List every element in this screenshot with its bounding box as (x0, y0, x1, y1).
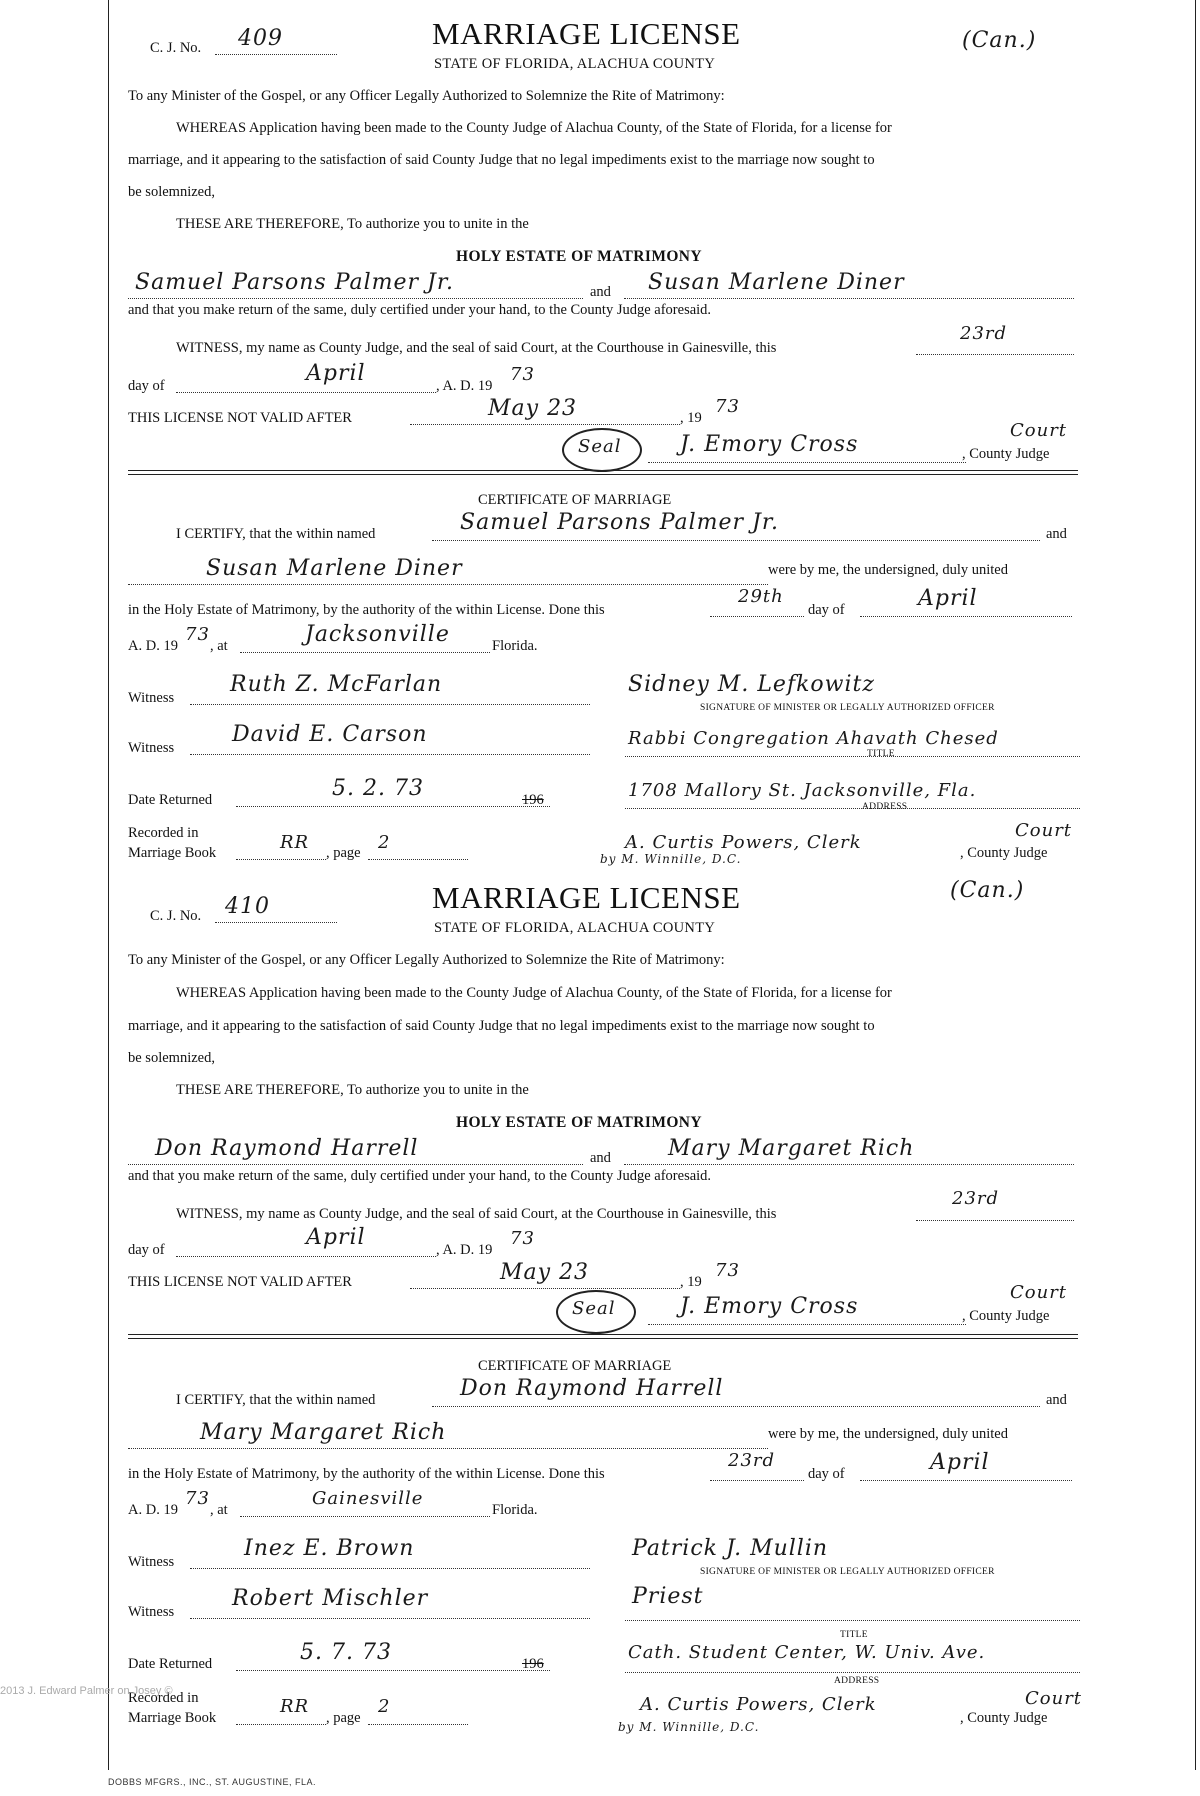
at-label: , at (210, 638, 228, 654)
witness2-label: Witness (128, 1604, 175, 1620)
witness1-signature: Ruth Z. McFarlan (230, 672, 443, 697)
officer-caption: SIGNATURE OF MINISTER OR LEGALLY AUTHORIZED OFFICER (700, 703, 995, 713)
witness2-label: Witness (128, 740, 175, 756)
cert-day-of: day of (808, 602, 845, 618)
title-caption: TITLE (840, 1630, 868, 1640)
groom-name: Don Raymond Harrell (155, 1136, 419, 1161)
officer-address: 1708 Mallory St. Jacksonville, Fla. (628, 780, 977, 801)
witness-year: 73 (510, 1228, 535, 1249)
judge-correction: Court (1010, 420, 1068, 441)
not-valid-label: THIS LICENSE NOT VALID AFTER (128, 1274, 352, 1290)
ad-label: , A. D. 19 (436, 1242, 493, 1258)
cj-number: 409 (238, 26, 283, 51)
done-place: Gainesville (312, 1488, 424, 1509)
whereas-line-3: be solemnized, (128, 1050, 215, 1066)
recorded-in-label: Recorded in (128, 1690, 199, 1706)
florida-label: Florida. (492, 1502, 538, 1518)
license-subtitle: STATE OF FLORIDA, ALACHUA COUNTY (434, 920, 716, 936)
not-valid-year: 73 (715, 1260, 740, 1281)
clerk-signature: A. Curtis Powers, Clerk (625, 832, 862, 853)
certify-label: I CERTIFY, that the within named (176, 526, 376, 542)
florida-label: Florida. (492, 638, 538, 654)
ad-label-2: A. D. 19 (128, 1502, 178, 1518)
witness1-label: Witness (128, 1554, 175, 1570)
whereas-line-3: be solemnized, (128, 184, 215, 200)
not-valid-date: May 23 (488, 396, 578, 421)
book-number: RR (280, 832, 310, 853)
witness2-signature: David E. Carson (232, 722, 428, 747)
whereas-line-1: WHEREAS Application having been made to the County Judge of Alachua County, of the State of Florida, for a license for (176, 120, 892, 136)
not-valid-date: May 23 (500, 1260, 590, 1285)
address-line: To any Minister of the Gospel, or any Officer Legally Authorized to Solemnize the Rite of Matrimony: (128, 88, 725, 104)
ad-label: , A. D. 19 (436, 378, 493, 394)
clerk-deputy: by M. Winnille, D.C. (618, 1720, 760, 1734)
recorded-in-label: Recorded in (128, 825, 199, 841)
cert-day-of: day of (808, 1466, 845, 1482)
not-valid-19: , 19 (680, 410, 702, 426)
done-year: 73 (185, 624, 210, 645)
cert-groom: Don Raymond Harrell (460, 1376, 724, 1401)
holy-estate-line: in the Holy Estate of Matrimony, by the authority of the within License. Done this (128, 1466, 605, 1482)
address-line: To any Minister of the Gospel, or any Officer Legally Authorized to Solemnize the Rite of Matrimony: (128, 952, 725, 968)
bride-name: Susan Marlene Diner (648, 270, 905, 295)
clerk-signature: A. Curtis Powers, Clerk (640, 1694, 877, 1715)
holy-estate-heading: HOLY ESTATE OF MATRIMONY (456, 248, 702, 265)
cert-and: and (1046, 1392, 1067, 1408)
whereas-line-1: WHEREAS Application having been made to the County Judge of Alachua County, of the State of Florida, for a license for (176, 985, 892, 1001)
certificate-title: CERTIFICATE OF MARRIAGE (478, 1358, 672, 1374)
marriage-book-label: Marriage Book (128, 1710, 217, 1726)
cert-bride: Mary Margaret Rich (200, 1420, 447, 1445)
seal-label: Seal (572, 1298, 616, 1319)
holy-estate-heading: HOLY ESTATE OF MATRIMONY (456, 1114, 702, 1131)
not-valid-label: THIS LICENSE NOT VALID AFTER (128, 410, 352, 426)
date-returned: 5. 7. 73 (300, 1640, 392, 1665)
witness2-signature: Robert Mischler (232, 1586, 429, 1611)
cj-label: C. J. No. (150, 40, 202, 56)
page-number: 2 (378, 1696, 391, 1717)
page-number: 2 (378, 832, 391, 853)
certify-label: I CERTIFY, that the within named (176, 1392, 376, 1408)
address-caption: ADDRESS (862, 802, 908, 812)
judge-correction: Court (1010, 1282, 1068, 1303)
done-month: April (918, 586, 978, 611)
witness-line: WITNESS, my name as County Judge, and the seal of said Court, at the Courthouse in Gainesville, this (176, 1206, 777, 1222)
cj-label: C. J. No. (150, 908, 202, 924)
certificate-title: CERTIFICATE OF MARRIAGE (478, 492, 672, 508)
book-number: RR (280, 1696, 310, 1717)
address-caption: ADDRESS (834, 1676, 880, 1686)
copyright-watermark: 2013 J. Edward Palmer on Josey © (0, 1685, 173, 1697)
bride-name: Mary Margaret Rich (668, 1136, 915, 1161)
done-day: 23rd (728, 1450, 776, 1471)
witness-month: April (306, 1225, 366, 1250)
not-valid-19: , 19 (680, 1274, 702, 1290)
and-label: and (590, 1150, 611, 1166)
cert-groom: Samuel Parsons Palmer Jr. (460, 510, 779, 535)
license-409 (0, 0, 1200, 870)
license-410 (0, 868, 1200, 1768)
license-title: MARRIAGE LICENSE (432, 16, 741, 51)
whereas-line-2: marriage, and it appearing to the satisfaction of said County Judge that no legal impediments exist to the marriage now sought to (128, 1018, 875, 1034)
done-month: April (930, 1450, 990, 1475)
officer-signature: Sidney M. Lefkowitz (628, 672, 875, 697)
page-label: , page (326, 1710, 361, 1726)
officer-title: Rabbi Congregation Ahavath Chesed (628, 728, 999, 749)
county-judge-label: , County Judge (960, 845, 1048, 861)
clerk-deputy: by M. Winnille, D.C. (600, 852, 742, 866)
printer-footer: DOBBS MFGRS., INC., ST. AUGUSTINE, FLA. (108, 1777, 317, 1787)
done-day: 29th (738, 586, 784, 607)
officer-address: Cath. Student Center, W. Univ. Ave. (628, 1642, 986, 1663)
title-caption: TITLE (867, 749, 895, 759)
cj-number: 410 (225, 894, 270, 919)
license-title: MARRIAGE LICENSE (432, 880, 741, 915)
date-returned-label: Date Returned (128, 792, 213, 808)
ad-label-2: A. D. 19 (128, 638, 178, 654)
witness-line: WITNESS, my name as County Judge, and the seal of said Court, at the Courthouse in Gainesville, this (176, 340, 777, 356)
section-divider (128, 1334, 1078, 1339)
done-place: Jacksonville (305, 622, 450, 647)
return-line: and that you make return of the same, duly certified under your hand, to the County Judge aforesaid. (128, 302, 712, 318)
officer-caption: SIGNATURE OF MINISTER OR LEGALLY AUTHORIZED OFFICER (700, 1567, 995, 1577)
marriage-book-label: Marriage Book (128, 845, 217, 861)
corner-note: (Can.) (950, 878, 1025, 903)
county-correction: Court (1015, 820, 1073, 841)
license-subtitle: STATE OF FLORIDA, ALACHUA COUNTY (434, 56, 716, 72)
witness1-label: Witness (128, 690, 175, 706)
judge-title: , County Judge (962, 1308, 1050, 1324)
therefore-line: THESE ARE THEREFORE, To authorize you to unite in the (176, 1082, 529, 1098)
and-label: and (590, 284, 611, 300)
date-returned-label: Date Returned (128, 1656, 213, 1672)
witness-day: 23rd (952, 1188, 1000, 1209)
witness-month: April (306, 361, 366, 386)
witness-year: 73 (510, 364, 535, 385)
officer-signature: Patrick J. Mullin (632, 1536, 829, 1561)
seal-label: Seal (578, 436, 622, 457)
judge-signature: J. Emory Cross (680, 1294, 859, 1319)
judge-signature: J. Emory Cross (680, 432, 859, 457)
done-year: 73 (185, 1488, 210, 1509)
return-line: and that you make return of the same, duly certified under your hand, to the County Judge aforesaid. (128, 1168, 712, 1184)
date-returned: 5. 2. 73 (332, 776, 424, 801)
county-correction: Court (1025, 1688, 1083, 1709)
day-of-label: day of (128, 378, 165, 394)
corner-note: (Can.) (962, 28, 1037, 53)
therefore-line: THESE ARE THEREFORE, To authorize you to unite in the (176, 216, 529, 232)
groom-name: Samuel Parsons Palmer Jr. (135, 270, 454, 295)
day-of-label: day of (128, 1242, 165, 1258)
cert-and: and (1046, 526, 1067, 542)
year-struck: 196 (522, 1656, 544, 1672)
county-judge-label: , County Judge (960, 1710, 1048, 1726)
united-label: were by me, the undersigned, duly united (768, 1426, 1008, 1442)
united-label: were by me, the undersigned, duly united (768, 562, 1008, 578)
section-divider (128, 470, 1078, 475)
page-label: , page (326, 845, 361, 861)
year-struck: 196 (522, 792, 544, 808)
holy-estate-line: in the Holy Estate of Matrimony, by the authority of the within License. Done this (128, 602, 605, 618)
judge-title: , County Judge (962, 446, 1050, 462)
whereas-line-2: marriage, and it appearing to the satisfaction of said County Judge that no legal impediments exist to the marriage now sought to (128, 152, 875, 168)
witness1-signature: Inez E. Brown (244, 1536, 415, 1561)
witness-day: 23rd (960, 323, 1008, 344)
not-valid-year: 73 (715, 396, 740, 417)
cert-bride: Susan Marlene Diner (206, 556, 463, 581)
officer-title: Priest (632, 1584, 704, 1609)
at-label: , at (210, 1502, 228, 1518)
